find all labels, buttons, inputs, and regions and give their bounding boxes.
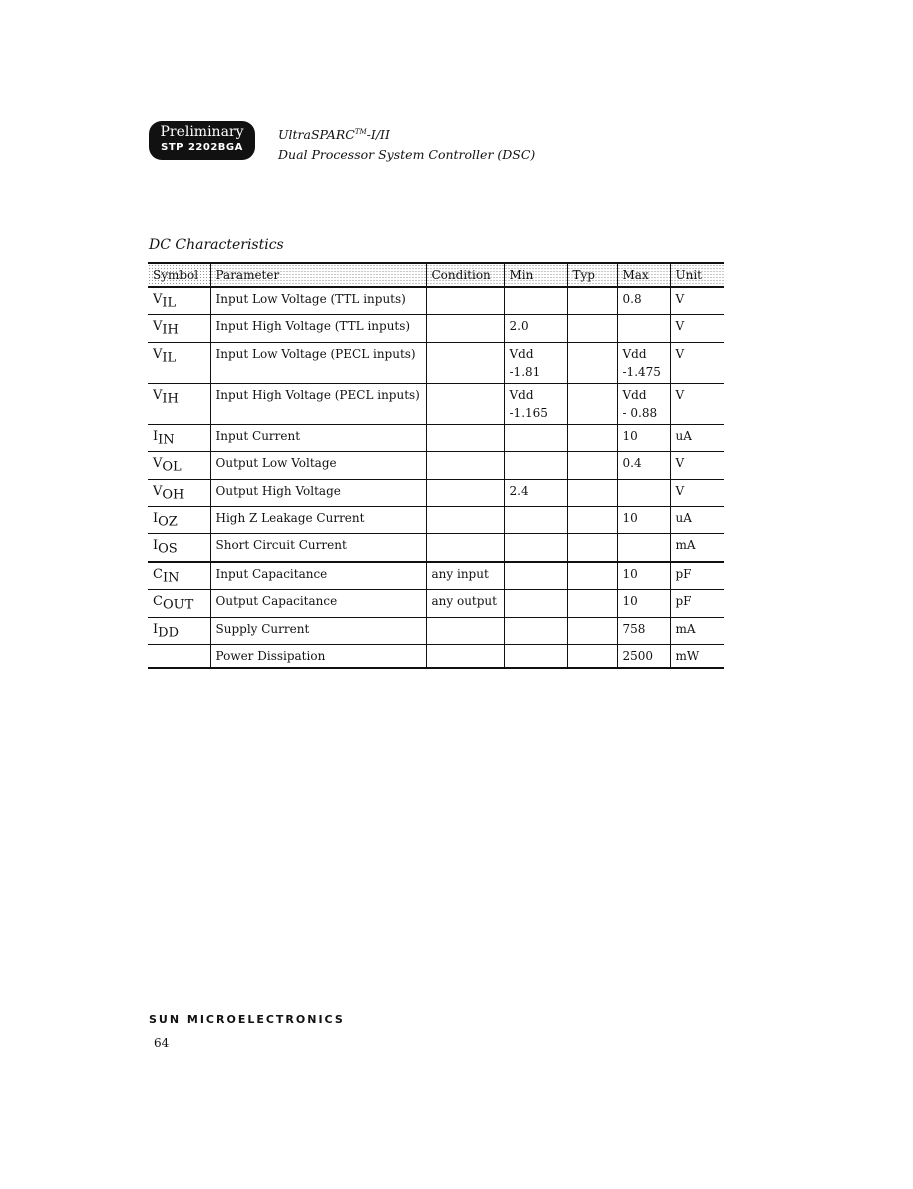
symbol-letter: C [153,594,163,610]
min-value-offset: -1.81 [509,364,541,379]
symbol-letter: C [153,566,163,582]
cell-typ [567,562,617,590]
cell-min [504,287,567,315]
cell-parameter [210,424,426,451]
table-row [148,452,724,479]
max-value: 0.8 [622,292,642,306]
cell-parameter [210,644,426,668]
table-header-row [148,263,724,287]
column-header-unit: Unit [670,263,724,287]
parameter-text: Output Low Voltage [215,456,337,471]
unit-text: pF [675,566,692,581]
cell-min [504,479,567,506]
symbol-subscript: DD [158,624,179,640]
max-value: 758 [622,621,646,636]
parameter-text: Supply Current [215,621,310,636]
table-row [148,287,724,315]
cell-unit [670,534,724,562]
cell-max [617,342,670,383]
cell-max [617,617,670,644]
cell-typ [567,479,617,506]
cell-unit [670,506,724,533]
cell-symbol [148,383,210,424]
cell-min [504,506,567,533]
cell-condition [426,452,504,479]
max-value-offset: - 0.88 [622,405,658,420]
product-subtitle: Dual Processor System Controller (DSC) [278,147,536,163]
symbol-letter: I [153,538,159,554]
product-name: UltraSPARC™-I/II [278,127,390,143]
unit-text: V [675,346,685,361]
max-value: 10 [622,428,638,443]
cell-symbol [148,562,210,590]
cell-symbol [148,534,210,562]
table-row [148,590,724,617]
cell-parameter [210,287,426,315]
cell-unit [670,617,724,644]
badge-status: Preliminary [160,124,244,140]
cell-unit [670,562,724,590]
trademark-mark: TM [354,128,367,136]
cell-max [617,506,670,533]
cell-condition [426,424,504,451]
cell-min [504,383,567,424]
max-value: 0.4 [622,456,642,471]
table-row [148,562,724,590]
min-value-offset: -1.165 [509,405,548,420]
parameter-text: Input Capacitance [215,566,328,581]
symbol-letter: V [153,292,163,307]
parameter-text: Output High Voltage [215,483,341,498]
cell-condition [426,479,504,506]
condition-text: any output [431,594,497,609]
column-header-min: Min [504,263,567,287]
cell-parameter [210,342,426,383]
cell-condition [426,342,504,383]
unit-text: uA [675,510,692,525]
cell-symbol [148,424,210,451]
symbol-subscript: OL [162,459,182,475]
max-value: 10 [622,566,638,581]
cell-min [504,315,567,342]
max-value: 10 [622,510,638,525]
cell-max [617,590,670,617]
cell-unit [670,424,724,451]
symbol-letter: I [153,510,159,526]
cell-min [504,590,567,617]
unit-text: mA [675,621,696,636]
cell-condition [426,383,504,424]
max-value: 2500 [622,648,654,663]
cell-min [504,424,567,451]
cell-min [504,452,567,479]
cell-min [504,534,567,562]
max-value-offset: -1.475 [622,364,661,379]
max-value: 10 [622,594,638,609]
parameter-text: Input High Voltage (PECL inputs) [215,387,420,402]
cell-symbol [148,287,210,315]
cell-condition [426,287,504,315]
cell-symbol [148,590,210,617]
cell-parameter [210,590,426,617]
unit-text: mW [675,648,700,663]
dc-characteristics-table [148,262,724,669]
table-row [148,424,724,451]
cell-condition [426,315,504,342]
column-header-typ: Typ [567,263,617,287]
min-value: 2.0 [509,319,529,334]
cell-unit [670,452,724,479]
cell-min [504,644,567,668]
section-title: DC Characteristics [149,237,284,253]
parameter-text: Input Current [215,428,301,443]
cell-max [617,479,670,506]
footer-brand: SUN MICROELECTRONICS [149,1013,345,1026]
unit-text: V [675,456,685,471]
cell-unit [670,287,724,315]
symbol-subscript: OS [158,541,178,557]
symbol-subscript: IH [162,391,179,407]
symbol-subscript: OUT [162,597,194,613]
cell-max [617,315,670,342]
cell-unit [670,590,724,617]
column-header-symbol: Symbol [148,263,210,287]
cell-typ [567,452,617,479]
cell-unit [670,383,724,424]
cell-typ [567,590,617,617]
badge-part-number: STP 2202BGA [161,142,243,153]
cell-min [504,617,567,644]
cell-condition [426,617,504,644]
symbol-subscript: IL [162,350,177,366]
unit-text: V [675,292,685,306]
table-row [148,383,724,424]
table-row [148,342,724,383]
cell-parameter [210,506,426,533]
cell-unit [670,342,724,383]
symbol-subscript: OZ [158,514,178,530]
cell-max [617,562,670,590]
page-number: 64 [154,1036,170,1050]
parameter-text: Power Dissipation [215,648,326,663]
symbol-subscript: IH [162,322,179,338]
cell-max [617,383,670,424]
cell-max [617,287,670,315]
symbol-subscript: IN [162,570,180,586]
parameter-text: Short Circuit Current [215,538,347,553]
table-row [148,534,724,562]
cell-symbol [148,479,210,506]
symbol-subscript: IL [162,295,177,311]
cell-typ [567,315,617,342]
parameter-text: Input Low Voltage (TTL inputs) [215,292,406,306]
table-row [148,479,724,506]
unit-text: pF [675,594,692,609]
cell-min [504,342,567,383]
unit-text: V [675,319,685,334]
symbol-letter: V [153,346,163,362]
symbol-letter: I [153,621,159,637]
cell-parameter [210,534,426,562]
unit-text: uA [675,428,692,443]
cell-typ [567,617,617,644]
min-value: Vdd [509,387,534,402]
parameter-text: Input Low Voltage (PECL inputs) [215,346,416,361]
condition-text: any input [431,566,489,581]
cell-symbol [148,506,210,533]
cell-condition [426,590,504,617]
cell-min [504,562,567,590]
cell-symbol [148,315,210,342]
cell-parameter [210,479,426,506]
symbol-letter: V [153,456,163,472]
cell-symbol [148,342,210,383]
symbol-subscript: OH [162,486,185,502]
max-value: Vdd [622,387,647,402]
cell-condition [426,506,504,533]
cell-parameter [210,562,426,590]
cell-symbol [148,617,210,644]
document-header [278,122,535,165]
unit-text: V [675,387,685,402]
parameter-text: Output Capacitance [215,594,338,609]
cell-parameter [210,617,426,644]
cell-unit [670,644,724,668]
symbol-letter: I [153,428,159,444]
min-value: Vdd [509,346,534,361]
table-row [148,644,724,668]
cell-max [617,452,670,479]
cell-parameter [210,315,426,342]
cell-max [617,644,670,668]
cell-typ [567,342,617,383]
cell-max [617,534,670,562]
cell-typ [567,287,617,315]
min-value: 2.4 [509,483,529,498]
cell-condition [426,644,504,668]
cell-typ [567,644,617,668]
table-row [148,315,724,342]
table-row [148,506,724,533]
cell-unit [670,315,724,342]
unit-text: mA [675,538,696,553]
symbol-letter: V [153,483,163,499]
cell-unit [670,479,724,506]
cell-symbol [148,644,210,668]
parameter-text: High Z Leakage Current [215,510,365,525]
cell-max [617,424,670,451]
preliminary-badge [149,121,255,160]
table-row [148,617,724,644]
column-header-parameter: Parameter [210,263,426,287]
symbol-letter: V [153,387,163,403]
unit-text: V [675,483,685,498]
symbol-letter: V [153,319,163,335]
parameter-text: Input High Voltage (TTL inputs) [215,319,411,334]
max-value: Vdd [622,346,647,361]
cell-parameter [210,452,426,479]
symbol-subscript: IN [158,432,175,448]
cell-typ [567,534,617,562]
cell-typ [567,383,617,424]
cell-typ [567,424,617,451]
cell-condition [426,562,504,590]
column-header-condition: Condition [426,263,504,287]
column-header-max: Max [617,263,670,287]
cell-parameter [210,383,426,424]
cell-typ [567,506,617,533]
cell-condition [426,534,504,562]
table-body [148,287,724,668]
cell-symbol [148,452,210,479]
